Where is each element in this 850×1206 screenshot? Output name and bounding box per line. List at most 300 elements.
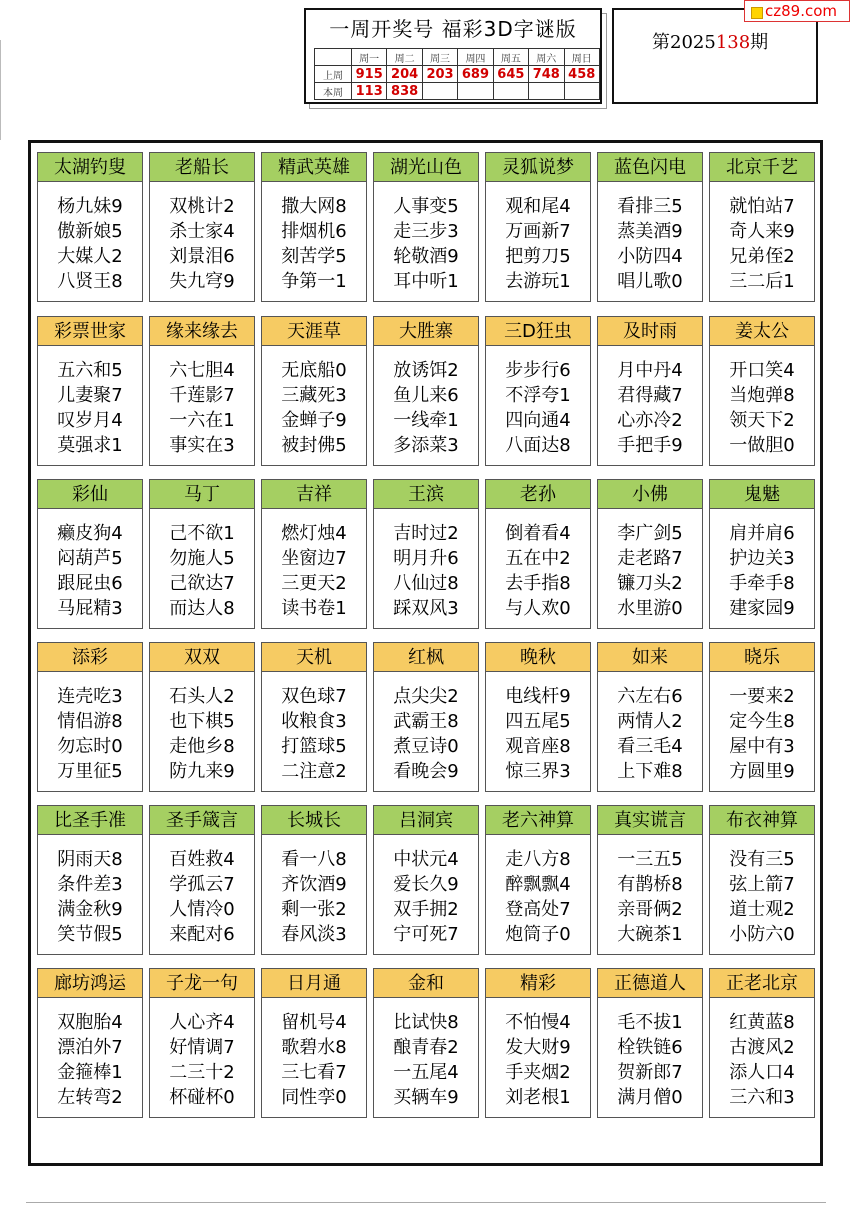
clue-item: 屋中有3: [729, 736, 795, 757]
card-title: 王滨: [374, 480, 478, 509]
clue-item: 杨九妹9: [57, 196, 123, 217]
weekly-results-panel: [304, 8, 602, 104]
clue-item: 看晚会9: [393, 761, 459, 782]
puzzle-card: [261, 479, 367, 629]
clue-item: 齐饮酒9: [281, 874, 347, 895]
clue-item: 红黄蓝8: [729, 1012, 795, 1033]
card-title: 真实谎言: [598, 806, 702, 835]
clue-item: 双色球7: [281, 686, 347, 707]
puzzle-card: [261, 152, 367, 302]
puzzle-card: [261, 968, 367, 1118]
clue-item: 道士观2: [729, 899, 795, 920]
day-header: 周四: [458, 49, 493, 66]
clue-item: 打篮球5: [281, 736, 347, 757]
clue-item: 防九来9: [169, 761, 235, 782]
card-clue-list: [38, 1010, 142, 1110]
clue-item: 金蝉子9: [281, 410, 347, 431]
clue-item: 刻苦学5: [281, 246, 347, 267]
clue-item: 一三五5: [617, 849, 683, 870]
clue-item: 亲哥俩2: [617, 899, 683, 920]
clue-item: 读书卷1: [281, 598, 347, 619]
card-clue-list: [710, 358, 814, 458]
clue-item: 四向通4: [505, 410, 571, 431]
clue-item: 添人口4: [729, 1062, 795, 1083]
clue-item: 勿忘时0: [57, 736, 123, 757]
last-week-label: 上周: [315, 66, 352, 83]
card-clue-list: [374, 521, 478, 621]
puzzle-card: [709, 968, 815, 1118]
clue-item: 燃灯烛4: [281, 523, 347, 544]
card-title: 吉祥: [262, 480, 366, 509]
card-title: 姜太公: [710, 317, 814, 346]
card-clue-list: [486, 847, 590, 947]
clue-item: 争第一1: [281, 271, 347, 292]
puzzle-card: [37, 642, 143, 792]
clue-item: 鱼儿来6: [393, 385, 459, 406]
clue-item: 不浮夸1: [505, 385, 571, 406]
clue-item: 一做胆0: [729, 435, 795, 456]
card-title: 老船长: [150, 153, 254, 182]
clue-item: 武霸王8: [393, 711, 459, 732]
puzzle-card: [597, 479, 703, 629]
card-clue-list: [150, 521, 254, 621]
draw-number: 748: [529, 66, 564, 83]
clue-item: 弦上箭7: [729, 874, 795, 895]
clue-item: 去手指8: [505, 573, 571, 594]
card-title: 湖光山色: [374, 153, 478, 182]
card-title: 马丁: [150, 480, 254, 509]
draw-number: 113: [351, 83, 386, 100]
clue-item: 月中丹4: [617, 360, 683, 381]
card-clue-list: [262, 194, 366, 294]
clue-item: 明月升6: [393, 548, 459, 569]
clue-item: 连壳吃3: [57, 686, 123, 707]
puzzle-card: [37, 805, 143, 955]
clue-item: 中状元4: [393, 849, 459, 870]
clue-item: 三二后1: [729, 271, 795, 292]
clue-item: 耳中听1: [393, 271, 459, 292]
card-clue-list: [374, 358, 478, 458]
day-header: 周六: [529, 49, 564, 66]
clue-item: 李广剑5: [617, 523, 683, 544]
period-box: [612, 8, 818, 104]
page-edge-line: [0, 40, 1, 140]
clue-item: 倒着看4: [505, 523, 571, 544]
puzzle-card: [709, 642, 815, 792]
card-title: 小佛: [598, 480, 702, 509]
clue-item: 有鹊桥8: [617, 874, 683, 895]
clue-item: 发大财9: [505, 1037, 571, 1058]
clue-item: 把剪刀5: [505, 246, 571, 267]
day-header: 周二: [387, 49, 422, 66]
puzzle-card: [373, 805, 479, 955]
clue-item: 无底船0: [281, 360, 347, 381]
clue-item: 人情冷0: [169, 899, 235, 920]
clue-item: 步步行6: [505, 360, 571, 381]
puzzle-card: [709, 316, 815, 466]
clue-item: 满月僧0: [617, 1087, 683, 1108]
day-header: 周三: [422, 49, 457, 66]
card-clue-list: [598, 847, 702, 947]
clue-item: 定今生8: [729, 711, 795, 732]
weekday-header-row: [315, 49, 600, 66]
clue-item: 阴雨天8: [57, 849, 123, 870]
clue-item: 轮敬酒9: [393, 246, 459, 267]
card-title: 添彩: [38, 643, 142, 672]
site-logo[interactable]: [744, 0, 850, 22]
clue-item: 贺新郎7: [617, 1062, 683, 1083]
clue-item: 手牵手8: [729, 573, 795, 594]
draw-number: 689: [458, 66, 493, 83]
card-title: 大胜寨: [374, 317, 478, 346]
draw-number: [529, 83, 564, 100]
card-title: 老孙: [486, 480, 590, 509]
clue-item: 留机号4: [281, 1012, 347, 1033]
card-clue-list: [150, 1010, 254, 1110]
card-clue-list: [374, 194, 478, 294]
card-clue-list: [710, 684, 814, 784]
clue-item: 手把手9: [617, 435, 683, 456]
clue-item: 事实在3: [169, 435, 235, 456]
clue-item: 肩并肩6: [729, 523, 795, 544]
clue-item: 排烟机6: [281, 221, 347, 242]
card-title: 鬼魅: [710, 480, 814, 509]
clue-item: 同性孪0: [281, 1087, 347, 1108]
weekly-title: 一周开奖号 福彩3D字谜版: [329, 17, 577, 41]
card-clue-list: [38, 358, 142, 458]
clue-item: 放诱饵2: [393, 360, 459, 381]
card-title: 子龙一句: [150, 969, 254, 998]
card-title: 正德道人: [598, 969, 702, 998]
clue-item: 没有三5: [729, 849, 795, 870]
clue-item: 醉飘飘4: [505, 874, 571, 895]
clue-item: 双桃计2: [169, 196, 235, 217]
clue-item: 三七看7: [281, 1062, 347, 1083]
clue-item: 奇人来9: [729, 221, 795, 242]
card-clue-list: [486, 194, 590, 294]
card-clue-list: [486, 521, 590, 621]
clue-item: 千莲影7: [169, 385, 235, 406]
clue-item: 情侣游8: [57, 711, 123, 732]
card-title: 天机: [262, 643, 366, 672]
card-title: 双双: [150, 643, 254, 672]
clue-item: 酿青春2: [393, 1037, 459, 1058]
clue-item: 吉时过2: [393, 523, 459, 544]
clue-item: 叹岁月4: [57, 410, 123, 431]
card-title: 长城长: [262, 806, 366, 835]
clue-item: 五在中2: [505, 548, 571, 569]
clue-item: 百姓救4: [169, 849, 235, 870]
card-title: 彩仙: [38, 480, 142, 509]
card-clue-list: [486, 684, 590, 784]
puzzle-card: [261, 805, 367, 955]
card-clue-list: [710, 194, 814, 294]
clue-item: 六七胆4: [169, 360, 235, 381]
card-title: 金和: [374, 969, 478, 998]
clue-item: 好情调7: [169, 1037, 235, 1058]
clue-item: 条件差3: [57, 874, 123, 895]
clue-item: 兄弟侄2: [729, 246, 795, 267]
card-title: 天涯草: [262, 317, 366, 346]
draw-number: [458, 83, 493, 100]
clue-item: 杀士家4: [169, 221, 235, 242]
puzzle-card: [149, 805, 255, 955]
puzzle-card: [709, 152, 815, 302]
this-week-row: [315, 83, 600, 100]
card-clue-list: [150, 847, 254, 947]
clue-item: 万里征5: [57, 761, 123, 782]
clue-item: 观音座8: [505, 736, 571, 757]
clue-item: 左转弯2: [57, 1087, 123, 1108]
clue-item: 大媒人2: [57, 246, 123, 267]
clue-item: 买辆车9: [393, 1087, 459, 1108]
clue-item: 炮筒子0: [505, 924, 571, 945]
clue-item: 与人欢0: [505, 598, 571, 619]
clue-item: 一要来2: [729, 686, 795, 707]
card-title: 老六神算: [486, 806, 590, 835]
clue-item: 走他乡8: [169, 736, 235, 757]
card-clue-list: [598, 684, 702, 784]
card-clue-list: [710, 847, 814, 947]
puzzle-card: [373, 968, 479, 1118]
clue-item: 不怕慢4: [505, 1012, 571, 1033]
puzzle-card: [149, 968, 255, 1118]
card-title: 晚秋: [486, 643, 590, 672]
clue-item: 心亦冷2: [617, 410, 683, 431]
clue-item: 八贤王8: [57, 271, 123, 292]
clue-item: 撒大网8: [281, 196, 347, 217]
clue-item: 石头人2: [169, 686, 235, 707]
clue-item: 走三步3: [393, 221, 459, 242]
clue-item: 癞皮狗4: [57, 523, 123, 544]
clue-item: 毛不拔1: [617, 1012, 683, 1033]
clue-item: 来配对6: [169, 924, 235, 945]
card-clue-list: [598, 1010, 702, 1110]
clue-item: 镰刀头2: [617, 573, 683, 594]
card-clue-list: [598, 194, 702, 294]
card-clue-list: [710, 1010, 814, 1110]
card-clue-list: [150, 194, 254, 294]
clue-item: 刘景泪6: [169, 246, 235, 267]
clue-item: 去游玩1: [505, 271, 571, 292]
clue-item: 宁可死7: [393, 924, 459, 945]
puzzle-card: [485, 316, 591, 466]
puzzle-card: [485, 479, 591, 629]
clue-item: 走老路7: [617, 548, 683, 569]
puzzle-card: [149, 642, 255, 792]
card-clue-list: [374, 847, 478, 947]
clue-item: 己不欲1: [169, 523, 235, 544]
puzzle-card: [709, 479, 815, 629]
puzzle-card: [597, 152, 703, 302]
card-clue-list: [374, 1010, 478, 1110]
clue-item: 观和尾4: [505, 196, 571, 217]
clue-item: 上下难8: [617, 761, 683, 782]
draw-number: [422, 83, 457, 100]
clue-item: 四五尾5: [505, 711, 571, 732]
puzzle-card: [709, 805, 815, 955]
corner-cell: [315, 49, 352, 66]
card-clue-list: [374, 684, 478, 784]
card-title: 比圣手准: [38, 806, 142, 835]
clue-item: 水里游0: [617, 598, 683, 619]
clue-item: 大碗茶1: [617, 924, 683, 945]
card-title: 灵狐说梦: [486, 153, 590, 182]
clue-item: 笑节假5: [57, 924, 123, 945]
puzzle-card: [373, 479, 479, 629]
period-label: [652, 28, 768, 54]
clue-item: 建家园9: [729, 598, 795, 619]
clue-item: 五六和5: [57, 360, 123, 381]
clue-item: 君得藏7: [617, 385, 683, 406]
bottom-divider: [26, 1202, 826, 1203]
puzzle-card: [597, 805, 703, 955]
puzzle-card: [149, 152, 255, 302]
card-clue-list: [38, 194, 142, 294]
clue-item: 刘老根1: [505, 1087, 571, 1108]
clue-item: 也下棋5: [169, 711, 235, 732]
puzzle-card: [261, 316, 367, 466]
puzzle-card: [37, 152, 143, 302]
card-title: 吕洞宾: [374, 806, 478, 835]
clue-item: 马屁精3: [57, 598, 123, 619]
clue-item: 多添菜3: [393, 435, 459, 456]
clue-item: 手夹烟2: [505, 1062, 571, 1083]
clue-item: 当炮弹8: [729, 385, 795, 406]
logo-square-icon: [751, 7, 763, 19]
clue-item: 二注意2: [281, 761, 347, 782]
clue-item: 走八方8: [505, 849, 571, 870]
clue-item: 学孤云7: [169, 874, 235, 895]
clue-item: 三藏死3: [281, 385, 347, 406]
clue-item: 电线杆9: [505, 686, 571, 707]
clue-item: 八仙过8: [393, 573, 459, 594]
period-number: 138: [715, 32, 751, 53]
card-title: 圣手箴言: [150, 806, 254, 835]
weekly-results-table: [314, 48, 600, 100]
card-title: 北京千艺: [710, 153, 814, 182]
card-title: 日月通: [262, 969, 366, 998]
clue-item: 小防四4: [617, 246, 683, 267]
clue-item: 领天下2: [729, 410, 795, 431]
clue-item: 金箍棒1: [57, 1062, 123, 1083]
card-clue-list: [262, 684, 366, 784]
puzzle-card: [373, 152, 479, 302]
clue-item: 一线牵1: [393, 410, 459, 431]
puzzle-card: [597, 316, 703, 466]
period-prefix: 第2025: [652, 32, 716, 53]
card-clue-list: [262, 358, 366, 458]
puzzle-card: [373, 642, 479, 792]
clue-item: 勿施人5: [169, 548, 235, 569]
puzzle-card: [485, 805, 591, 955]
card-title: 蓝色闪电: [598, 153, 702, 182]
clue-item: 惊三界3: [505, 761, 571, 782]
puzzle-card: [261, 642, 367, 792]
clue-item: 小防六0: [729, 924, 795, 945]
card-clue-list: [38, 521, 142, 621]
clue-item: 八面达8: [505, 435, 571, 456]
clue-item: 开口笑4: [729, 360, 795, 381]
card-title: 晓乐: [710, 643, 814, 672]
clue-item: 人事变5: [393, 196, 459, 217]
card-clue-list: [38, 684, 142, 784]
card-clue-list: [150, 684, 254, 784]
clue-item: 而达人8: [169, 598, 235, 619]
clue-item: 煮豆诗0: [393, 736, 459, 757]
card-title: 布衣神算: [710, 806, 814, 835]
card-title: 太湖钓叟: [38, 153, 142, 182]
clue-item: 被封佛5: [281, 435, 347, 456]
clue-item: 收粮食3: [281, 711, 347, 732]
clue-item: 坐窗边7: [281, 548, 347, 569]
clue-item: 满金秋9: [57, 899, 123, 920]
card-title: 廊坊鸿运: [38, 969, 142, 998]
clue-item: 春风淡3: [281, 924, 347, 945]
card-clue-list: [38, 847, 142, 947]
clue-item: 剩一张2: [281, 899, 347, 920]
period-suffix: 期: [750, 32, 769, 53]
puzzle-card: [149, 479, 255, 629]
day-header: 周五: [493, 49, 528, 66]
clue-item: 儿妻聚7: [57, 385, 123, 406]
puzzle-card: [37, 968, 143, 1118]
clue-item: 一六在1: [169, 410, 235, 431]
clue-item: 唱儿歌0: [617, 271, 683, 292]
clue-item: 闷葫芦5: [57, 548, 123, 569]
clue-item: 三六和3: [729, 1087, 795, 1108]
clue-item: 莫强求1: [57, 435, 123, 456]
card-clue-list: [598, 358, 702, 458]
clue-item: 歌碧水8: [281, 1037, 347, 1058]
clue-item: 登高处7: [505, 899, 571, 920]
logo-text: cz89.com: [765, 2, 838, 20]
clue-item: 一五尾4: [393, 1062, 459, 1083]
clue-item: 双胞胎4: [57, 1012, 123, 1033]
clue-item: 杯碰杯0: [169, 1087, 235, 1108]
draw-number: 838: [387, 83, 422, 100]
puzzle-card: [37, 479, 143, 629]
draw-number: 915: [351, 66, 386, 83]
clue-item: 点尖尖2: [393, 686, 459, 707]
card-clue-list: [486, 1010, 590, 1110]
card-clue-list: [486, 358, 590, 458]
clue-item: 漂泊外7: [57, 1037, 123, 1058]
card-clue-list: [710, 521, 814, 621]
draw-number: [564, 83, 600, 100]
card-clue-list: [262, 1010, 366, 1110]
card-clue-list: [262, 847, 366, 947]
clue-item: 踩双风3: [393, 598, 459, 619]
last-week-row: [315, 66, 600, 83]
puzzle-card: [485, 152, 591, 302]
clue-item: 护边关3: [729, 548, 795, 569]
clue-item: 三更天2: [281, 573, 347, 594]
puzzle-grid: [28, 140, 823, 1166]
clue-item: 人心齐4: [169, 1012, 235, 1033]
clue-item: 失九穹9: [169, 271, 235, 292]
draw-number: 204: [387, 66, 422, 83]
clue-item: 就怕站7: [729, 196, 795, 217]
card-clue-list: [598, 521, 702, 621]
card-title: 彩票世家: [38, 317, 142, 346]
draw-number: 203: [422, 66, 457, 83]
clue-item: 跟屁虫6: [57, 573, 123, 594]
clue-item: 万画新7: [505, 221, 571, 242]
clue-item: 方圆里9: [729, 761, 795, 782]
puzzle-card: [485, 642, 591, 792]
card-title: 如来: [598, 643, 702, 672]
